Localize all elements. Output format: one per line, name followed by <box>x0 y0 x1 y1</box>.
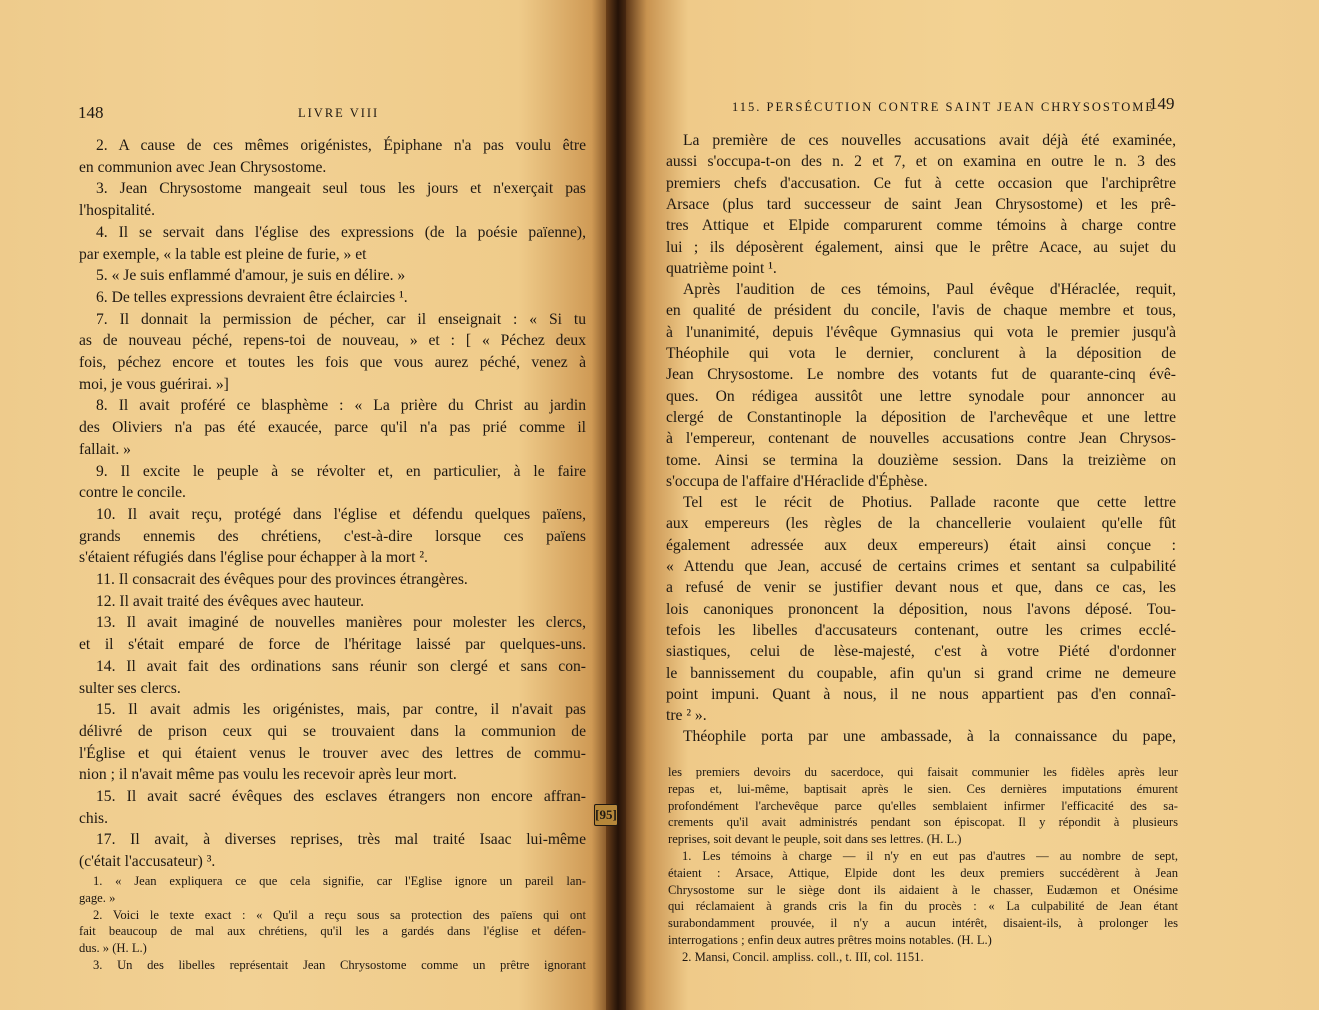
text-line: chis. <box>79 809 109 827</box>
text-line: 11. Il consacrait des évêques pour des provinces étrangères. <box>96 571 468 588</box>
text-line: à l'empereur, contenant de nouvelles accusations contre Jean Chrysos- <box>666 430 1176 448</box>
text-line: 13. Il avait imaginé de nouvelles manières pour molester les clercs, <box>96 614 586 632</box>
footnote-line: repas et, lui-même, baptisait après le sien. Ces dernières imputations émurent <box>668 781 1178 796</box>
text-line: s'occupa de l'affaire d'Héraclide d'Éphèse. <box>666 472 928 490</box>
text-line: a refusé de venir se justifier devant nous et que, dans ce cas, les <box>666 579 1176 597</box>
text-line: 10. Il avait reçu, protégé dans l'église et défendu quelques païens, <box>96 505 586 523</box>
footnote-line: 1. Les témoins à charge — il n'y en eut pas d'autres — au nombre de sept, <box>682 849 1178 863</box>
text-line: 5. « Je suis enflammé d'amour, je suis en délire. » <box>96 267 406 285</box>
text-line: 8. Il avait proféré ce blasphème : « La prière du Christ au jardin <box>96 397 586 415</box>
running-head: 115. PERSÉCUTION CONTRE SAINT JEAN CHRYSOSTOME <box>732 100 1156 114</box>
text-line: tefois les libelles d'accusateurs contenant, outre les crimes ecclé- <box>666 621 1176 639</box>
text-line: La première de ces nouvelles accusations avait déjà été examinée, <box>683 132 1176 149</box>
text-line: 15. Il avait admis les origénistes, mais, par contre, il n'avait pas <box>96 701 586 719</box>
text-line: 15. Il avait sacré évêques des esclaves étrangers non encore affran- <box>96 788 586 805</box>
text-line: Après l'audition de ces témoins, Paul évêque d'Héraclée, requit, <box>683 281 1176 299</box>
footnote-line: surabondamment prouvée, il n'y a aucun intérêt, disaient-ils, à prolonger les <box>668 916 1178 931</box>
text-line: délivré de prison ceux qui se trouvaient dans la communion de <box>79 722 586 740</box>
text-line: l'hospitalité. <box>79 202 156 220</box>
text-line: aussi s'occupa-t-on des n. 2 et 7, et on examina en outre le n. 3 des <box>666 153 1176 171</box>
text-line: contre le concile. <box>79 484 186 502</box>
footnote-line: crements qu'il avait administrés pendant son épiscopat. Il y répondit à plusieurs <box>668 815 1178 830</box>
text-line: (c'était l'accusateur) ³. <box>79 853 216 871</box>
text-line: clergé de Constantinople la déposition de l'archevêque et une lettre <box>666 408 1176 426</box>
text-line: l'Église et qui étaient venus le trouver avec des lettres de commu- <box>79 744 586 762</box>
text-line: nion ; il n'avait même pas voulu les recevoir après leur mort. <box>79 766 457 784</box>
page-number: 149 <box>1149 94 1175 113</box>
footnote-line: les premiers devoirs du sacerdoce, qui faisait communier les fidèles après leur <box>668 765 1178 779</box>
left-page <box>0 0 610 1010</box>
footnote-line: 3. Un des libelles représentait Jean Chrysostome comme un prêtre ignorant <box>93 958 586 972</box>
text-line: des Oliviers n'a pas été exaucée, parce qu'il n'a pas prié comme il <box>79 419 586 437</box>
page-number: 148 <box>78 103 104 122</box>
text-line: en communion avec Jean Chrysostome. <box>79 158 327 176</box>
text-line: le bannissement du coupable, afin qu'un si grand crime ne demeure <box>666 664 1176 682</box>
text-line: Arsace (plus tard successeur de saint Jean Chrysostome) et les prê- <box>666 195 1176 213</box>
footnote-line: Chrysostome sur le siège dont ils aidaient à le chasser, Eudæmon et Onésime <box>668 882 1178 897</box>
footnote-line: reprises, soit devant le peuple, soit dans ses lettres. (H. L.) <box>668 832 962 847</box>
text-line: « Attendu que Jean, accusé de certains crimes et sentant sa culpabilité <box>666 558 1176 575</box>
text-line: s'étaient réfugiés dans l'église pour échapper à la mort ². <box>79 549 428 567</box>
text-line: à l'unanimité, depuis l'évêque Gymnasius qui vota le premier jusqu'à <box>666 323 1176 341</box>
text-line: ques. On rédigea aussitôt une lettre synodale pour annoncer au <box>666 387 1176 405</box>
footnote-line: interrogations ; enfin deux autres prêtres moins notables. (H. L.) <box>668 933 992 947</box>
text-line: 6. De telles expressions devraient être éclaircies ¹. <box>96 288 408 306</box>
footnote-line: 2. Voici le texte exact : « Qu'il a reçu sous sa protection des païens qui ont <box>93 907 586 922</box>
text-line: premiers chefs d'accusation. Ce fut à cette occasion que l'archiprêtre <box>666 174 1176 192</box>
margin-note: [95] <box>594 804 618 826</box>
text-line: Jean Chrysostome. Le nombre des votants fut de quarante-cinq évê- <box>666 366 1176 384</box>
text-line: lois canoniques prononcent la déposition, nous l'avons déposé. Tou- <box>666 600 1176 618</box>
text-line: lui ; ils déposèrent également, ainsi que le prêtre Acace, au sujet du <box>666 238 1176 256</box>
footnote-line: gage. » <box>79 890 116 905</box>
text-line: également adressée aux deux empereurs) était ainsi conçue : <box>666 536 1176 554</box>
footnote-line: étaient : Arsace, Attique, Elpide dont les deux premiers succédèrent à Jean <box>668 865 1178 880</box>
footnote-line: 1. « Jean expliquera ce que cela signifie, car l'Eglise ignore un pareil lan- <box>93 874 586 888</box>
text-line: 9. Il excite le peuple à se révolter et, en particulier, à le faire <box>96 462 586 480</box>
text-line: aux empereurs (les règles de la chancellerie voulaient qu'elle fût <box>666 515 1176 533</box>
text-line: 17. Il avait, à diverses reprises, très mal traité Isaac lui-même <box>96 831 586 849</box>
text-line: et il s'était emparé de force de l'héritage laissé par quelques-uns. <box>79 636 586 654</box>
text-line: par exemple, « la table est pleine de furie, » et <box>79 245 367 263</box>
text-line: quatrième point ¹. <box>666 259 777 277</box>
text-line: en qualité de président du concile, l'avis de chaque membre et tous, <box>666 302 1176 320</box>
text-line: Théophile qui vota le dernier, conclurent à la déposition de <box>666 345 1176 362</box>
text-line: tome. Ainsi se termina la douzième session. Dans la treizième on <box>666 451 1176 469</box>
text-line: fois, péchez encore et toutes les fois que vous aurez péché, venez à <box>79 354 586 371</box>
text-line: moi, je vous guérirai. »] <box>79 375 229 393</box>
text-line: sulter ses clercs. <box>79 679 181 697</box>
text-line: Tel est le récit de Photius. Pallade raconte que cette lettre <box>683 494 1176 512</box>
text-line: 3. Jean Chrysostome mangeait seul tous les jours et n'exerçait pas <box>96 180 586 198</box>
text-line: 12. Il avait traité des évêques avec hauteur. <box>96 592 365 610</box>
text-line: grands ennemis des chrétiens, c'est-à-dire lorsque ces païens <box>79 527 586 545</box>
text-line: point impuni. Quant à nous, il ne nous appartient pas d'en connaî- <box>666 685 1176 703</box>
running-head: LIVRE VIII <box>298 106 380 120</box>
right-page <box>626 0 1319 1010</box>
text-line: fallait. » <box>79 440 131 458</box>
text-line: 4. Il se servait dans l'église des expressions (de la poésie païenne), <box>96 223 586 241</box>
text-line: 14. Il avait fait des ordinations sans réunir son clergé et sans con- <box>96 657 586 675</box>
footnote-line: profondément l'archevêque parce qu'elles semblaient infirmer l'efficacité des sa- <box>668 798 1178 813</box>
footnote-line: 2. Mansi, Concil. ampliss. coll., t. III, col. 1151. <box>682 949 924 964</box>
text-line: Théophile porta par une ambassade, à la connaissance du pape, <box>683 728 1176 746</box>
text-line: as de nouveau péché, repens-toi de nouveau, » et : [ « Péchez deux <box>79 332 586 350</box>
footnote-line: fait beaucoup de mal aux chrétiens, qu'il les a gardés dans l'église et défen- <box>79 924 586 939</box>
text-line: siastiques, celui de lèse-majesté, c'est à votre Piété d'ordonner <box>666 643 1176 661</box>
footnote-line: qui réclamaient à grands cris la fin du procès : « La culpabilité de Jean étant <box>668 899 1178 914</box>
text-line: tres Attique et Elpide comparurent comme témoins à charge contre <box>666 217 1176 235</box>
footnote-line: dus. » (H. L.) <box>79 941 147 956</box>
text-line: 2. A cause de ces mêmes origénistes, Épiphane n'a pas voulu être <box>96 137 586 154</box>
text-line: 7. Il donnait la permission de pécher, car il enseignait : « Si tu <box>96 310 586 328</box>
text-line: tre ² ». <box>666 707 707 725</box>
